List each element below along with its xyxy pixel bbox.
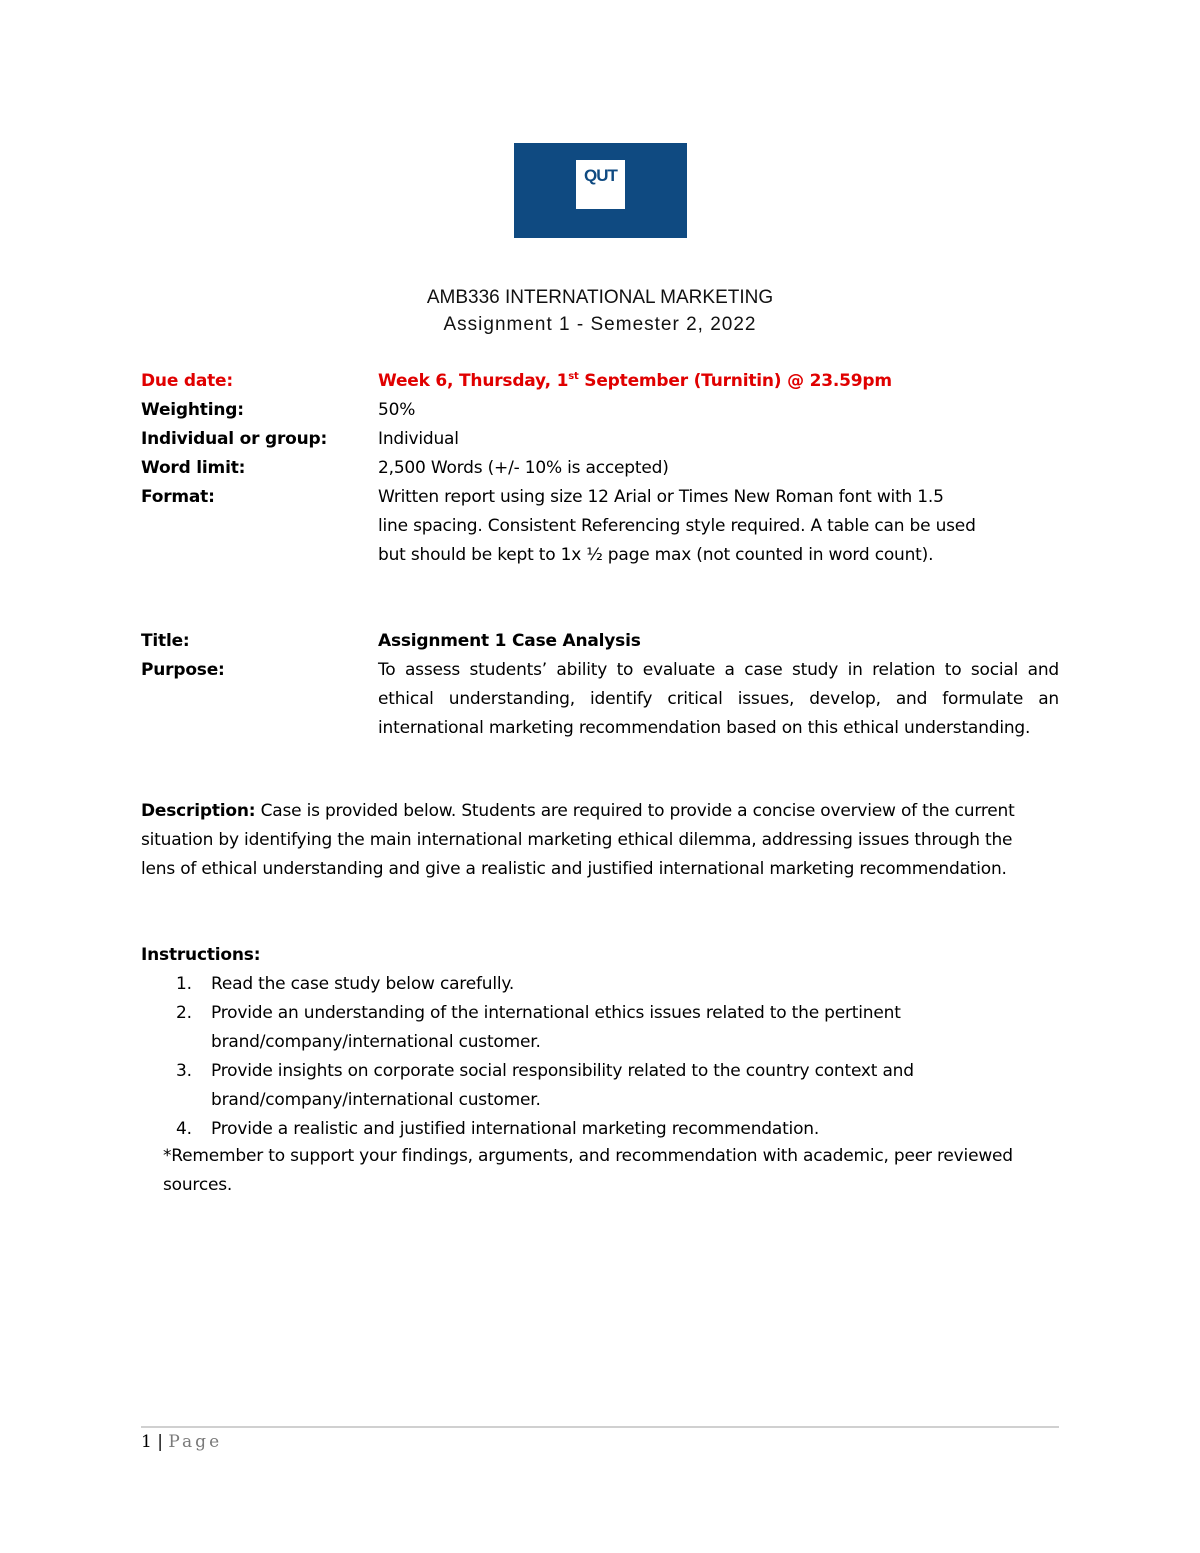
word-limit-label: Word limit:: [141, 458, 246, 478]
group-label: Individual or group:: [141, 429, 328, 449]
description-text: Case is provided below. Students are required to provide a concise overview of the current situation by identifying the main international marketing ethical dilemma, addressing issues through the lens of ethical understanding and give a realistic and justified international marketing recommendation.: [141, 801, 1015, 879]
page-footer: [141, 1432, 222, 1452]
course-title: AMB336 INTERNATIONAL MARKETING: [426, 287, 774, 308]
instruction-item: 3. Provide insights on corporate social responsibility related to the country context and brand/company/international customer.: [176, 1061, 914, 1110]
page-label: Page: [168, 1432, 223, 1452]
word-limit-value: 2,500 Words (+/- 10% is accepted): [378, 458, 669, 478]
qut-logo-text: QUT: [584, 166, 617, 185]
instruction-item: 4. Provide a realistic and justified international marketing recommendation.: [176, 1119, 820, 1139]
instructions-heading: Instructions:: [141, 945, 261, 965]
due-date-label: Due date:: [141, 371, 233, 391]
footer-divider: [141, 1426, 1059, 1428]
weighting-value: 50%: [378, 400, 416, 420]
purpose-value: To assess students’ ability to evaluate a case study in relation to social and ethical understanding, identify critical issues, develop, and formulate an international marketing recommendation based on this ethical understanding.: [378, 660, 1059, 738]
weighting-label: Weighting:: [141, 400, 244, 420]
instruction-item: 1. Read the case study below carefully.: [176, 974, 515, 994]
assignment-subtitle: Assignment 1 - Semester 2, 2022: [443, 314, 757, 335]
group-value: Individual: [378, 429, 459, 449]
instructions-list: [141, 970, 1041, 1144]
format-value: Written report using size 12 Arial or Times New Roman font with 1.5 line spacing. Consistent Referencing style required. A table can be used but should be kept to 1x ½ page max (not counted in word count).: [378, 487, 976, 565]
instructions-note: *Remember to support your findings, arguments, and recommendation with academic, peer reviewed sources.: [163, 1146, 1013, 1195]
qut-logo: [576, 160, 625, 209]
description: [141, 797, 1041, 884]
due-date-value: Week 6, Thursday, 1st September (Turnitin) @ 23.59pm: [378, 371, 892, 391]
title-label: Title:: [141, 631, 190, 651]
page-number: 1: [141, 1432, 152, 1452]
purpose-label: Purpose:: [141, 660, 225, 680]
instruction-item: 2. Provide an understanding of the international ethics issues related to the pertinent brand/company/international customer.: [176, 1003, 901, 1052]
title-value: Assignment 1 Case Analysis: [378, 631, 641, 651]
format-label: Format:: [141, 487, 215, 507]
page-separator: |: [151, 1432, 169, 1452]
description-label: Description:: [141, 801, 256, 821]
